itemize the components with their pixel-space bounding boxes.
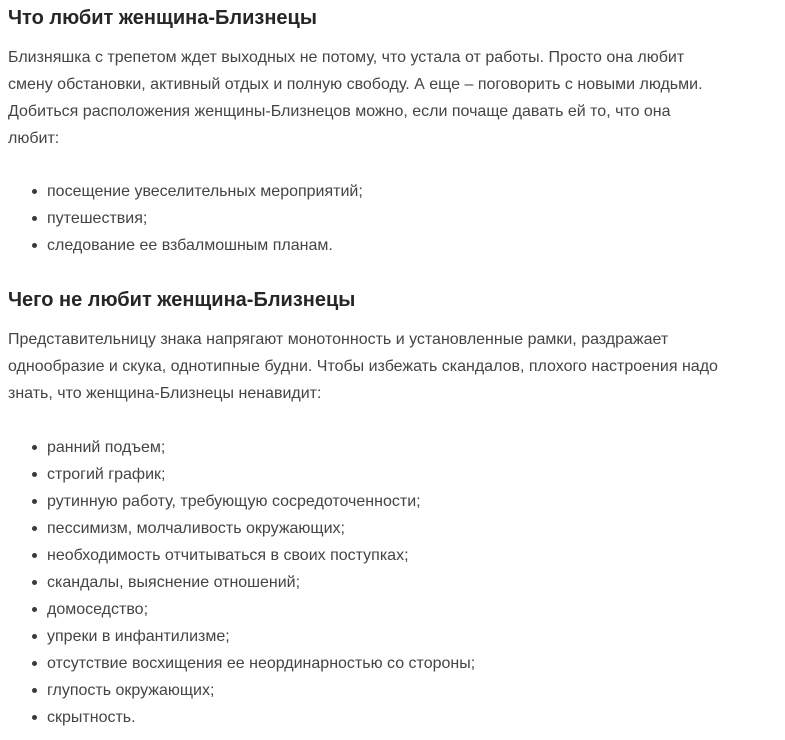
list-item: домоседство;: [0, 596, 475, 623]
dislikes-paragraph: [8, 326, 778, 407]
list-item: рутинную работу, требующую сосредоточенности;: [0, 488, 475, 515]
list-item: следование ее взбалмошным планам.: [0, 232, 363, 259]
list-item: путешествия;: [0, 205, 363, 232]
paragraph-line: любит:: [8, 130, 60, 147]
list-item: посещение увеселительных мероприятий;: [0, 178, 363, 205]
paragraph-line: смену обстановки, активный отдых и полную свободу. А еще – поговорить с новыми людьми.: [8, 76, 703, 93]
likes-paragraph: [8, 44, 778, 152]
list-item: скрытность.: [0, 704, 475, 731]
paragraph-line: однообразие и скука, однотипные будни. Чтобы избежать скандалов, плохого настроения надо: [8, 358, 718, 375]
list-item: упреки в инфантилизме;: [0, 623, 475, 650]
list-item: необходимость отчитываться в своих поступках;: [0, 542, 475, 569]
list-item: отсутствие восхищения ее неординарностью со стороны;: [0, 650, 475, 677]
list-item: скандалы, выяснение отношений;: [0, 569, 475, 596]
paragraph-line: Представительницу знака напрягают монотонность и установленные рамки, раздражает: [8, 331, 669, 348]
likes-list: [0, 178, 363, 259]
dislikes-list: [0, 434, 475, 731]
list-item: ранний подъем;: [0, 434, 475, 461]
paragraph-line: знать, что женщина-Близнецы ненавидит:: [8, 385, 322, 402]
section-heading-likes: Что любит женщина-Близнецы: [8, 7, 317, 29]
section-heading-dislikes: Чего не любит женщина-Близнецы: [8, 289, 356, 311]
list-item: строгий график;: [0, 461, 475, 488]
paragraph-line: Добиться расположения женщины-Близнецов можно, если почаще давать ей то, что она: [8, 103, 671, 120]
paragraph-line: Близняшка с трепетом ждет выходных не потому, что устала от работы. Просто она любит: [8, 49, 685, 66]
list-item: глупость окружающих;: [0, 677, 475, 704]
list-item: пессимизм, молчаливость окружающих;: [0, 515, 475, 542]
